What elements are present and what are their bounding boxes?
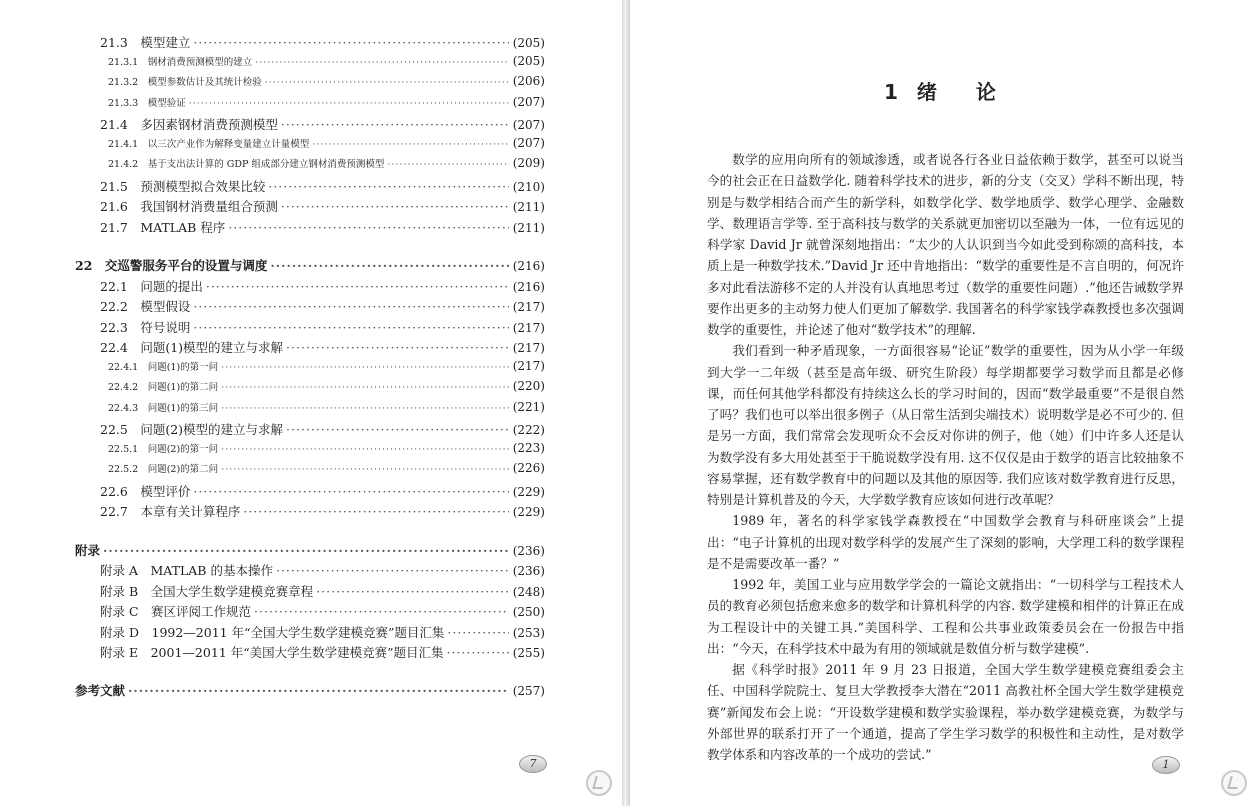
toc-entry[interactable] bbox=[75, 623, 545, 644]
toc-entry-label: 21.3.2 模型参数估计及其统计检验 bbox=[108, 77, 262, 88]
toc-entry-label: 22 交巡警服务平台的设置与调度 bbox=[75, 258, 268, 273]
toc-entry[interactable] bbox=[75, 461, 545, 482]
toc-entry-page: (206) bbox=[512, 74, 545, 88]
chapter-number: 1 bbox=[884, 80, 899, 104]
toc-entry-page: (210) bbox=[512, 179, 545, 194]
toc-entry-label: 21.3 模型建立 bbox=[100, 35, 191, 50]
toc-entry[interactable] bbox=[75, 441, 545, 462]
toc-leader-dots bbox=[189, 98, 509, 109]
toc-leader-dots bbox=[228, 220, 508, 235]
toc-entry-page: (217) bbox=[512, 300, 545, 314]
toc-entry[interactable] bbox=[75, 561, 545, 582]
toc-entry-label: 附录 A MATLAB 的基本操作 bbox=[100, 563, 273, 578]
toc-leader-dots bbox=[270, 258, 508, 273]
toc-entry[interactable] bbox=[75, 502, 545, 523]
toc-leader-dots bbox=[221, 362, 509, 373]
toc-entry-page: (220) bbox=[512, 379, 545, 393]
toc-entry-page: (257) bbox=[512, 683, 545, 698]
toc-spacer bbox=[75, 664, 545, 681]
toc-entry[interactable] bbox=[75, 359, 545, 380]
page-number-badge: 7 bbox=[519, 755, 547, 773]
toc-entry[interactable] bbox=[75, 156, 545, 177]
toc-entry[interactable] bbox=[75, 33, 545, 54]
toc-entry[interactable] bbox=[75, 256, 545, 277]
page-turn-icon[interactable] bbox=[586, 770, 612, 796]
toc-leader-dots bbox=[268, 179, 508, 194]
toc-entry-page: (205) bbox=[512, 36, 545, 50]
toc-entry-page: (207) bbox=[512, 94, 545, 109]
toc-entry[interactable] bbox=[75, 318, 545, 339]
toc-entry[interactable] bbox=[75, 54, 545, 75]
toc-entry[interactable] bbox=[75, 197, 545, 218]
toc-entry-label: 21.3.3 模型验证 bbox=[108, 97, 186, 109]
toc-leader-dots bbox=[193, 35, 508, 50]
left-page bbox=[0, 0, 622, 806]
toc-entry-label: 21.4 多因素钢材消费预测模型 bbox=[100, 117, 278, 132]
toc-entry-label: 附录 bbox=[75, 542, 101, 558]
toc-leader-dots bbox=[387, 159, 508, 170]
toc-leader-dots bbox=[286, 340, 509, 355]
toc-leader-dots bbox=[128, 683, 509, 698]
toc-entry-label: 附录 E 2001—2011 年“美国大学生数学建模竞赛”题目汇集 bbox=[100, 645, 444, 660]
toc-leader-dots bbox=[193, 320, 508, 335]
toc-entry-page: (207) bbox=[512, 135, 545, 150]
toc-entry[interactable] bbox=[75, 74, 545, 95]
toc-leader-dots bbox=[221, 382, 509, 393]
toc-entry-page: (211) bbox=[512, 200, 545, 214]
toc-entry-label: 参考文献 bbox=[75, 682, 126, 698]
paragraph: 1989 年，著名的科学家钱学森教授在“中国数学会教育与科研座谈会”上提出：“电子计算机的出现对数学科学的发展产生了深刻的影响，大学理工科的数学课程是不是需要改革一番？” bbox=[707, 513, 1184, 571]
toc-entry-page: (209) bbox=[512, 156, 545, 170]
paragraph: 数学的应用向所有的领域渗透，或者说各行各业日益依赖于数学，甚至可以说当今的社会正在日益数学化. 随着科学技术的进步，新的分支（交叉）学科不断出现，特别是与数学相结合而产生的新学科，如数学化学、数学地质学、数学心理学、金融数学、数理语言学等. 至于高科技与数学的关系就更加密切以至融为一体，一位有远见的科学家 David Jr 就曾深刻地指出：“太少的人认识到当今如此受到称颂的高科技，本质上是一种数学技术.”David Jr 还中肯地指出：“数学的重要性是不言自明的，何况许多对此看法游移不定的人并没有认真地思考过（数学的重要性问题）.”他还告诫数学界要作出更多的主动努力使人们更加了解数学. 我国著名的科学家钱学森教授也多次强调数学的重要性，并论述了他对“数学技术”的理解. bbox=[707, 152, 1184, 337]
toc-entry[interactable] bbox=[75, 297, 545, 318]
toc-leader-dots bbox=[254, 604, 509, 619]
toc-leader-dots bbox=[255, 57, 509, 68]
toc-entry-page: (236) bbox=[512, 564, 545, 578]
toc-entry-page: (229) bbox=[512, 505, 545, 519]
book-gutter bbox=[622, 0, 630, 806]
toc-entry-label: 22.5.2 问题(2)的第二问 bbox=[108, 464, 219, 475]
toc-entry-label: 22.6 模型评价 bbox=[100, 483, 191, 499]
toc-entry-label: 21.4.2 基于支出法计算的 GDP 组成部分建立钢材消费预测模型 bbox=[108, 159, 385, 170]
toc-entry[interactable] bbox=[75, 218, 545, 239]
toc-entry-page: (229) bbox=[512, 484, 545, 499]
toc-leader-dots bbox=[312, 139, 509, 150]
toc-spacer bbox=[75, 238, 545, 256]
chapter-title-char-1: 绪 bbox=[916, 80, 938, 104]
toc-leader-dots bbox=[193, 484, 508, 499]
toc-entry-label: 21.5 预测模型拟合效果比较 bbox=[100, 178, 266, 194]
toc-entry-label: 22.3 符号说明 bbox=[100, 319, 191, 335]
toc-entry-page: (217) bbox=[512, 358, 545, 373]
toc-entry[interactable] bbox=[75, 177, 545, 198]
toc-entry-page: (253) bbox=[512, 625, 545, 640]
chapter-body bbox=[707, 149, 1184, 765]
page-turn-icon[interactable] bbox=[1221, 770, 1247, 796]
toc-leader-dots bbox=[281, 199, 509, 214]
toc-leader-dots bbox=[221, 464, 509, 475]
toc-entry[interactable] bbox=[75, 277, 545, 298]
toc-entry-label: 22.2 模型假设 bbox=[100, 299, 191, 314]
page-number-badge: 1 bbox=[1152, 756, 1180, 774]
toc-leader-dots bbox=[446, 645, 508, 660]
toc-entry-label: 附录 D 1992—2011 年“全国大学生数学建模竞赛”题目汇集 bbox=[100, 624, 445, 640]
toc-entry-page: (217) bbox=[512, 320, 545, 335]
toc-leader-dots bbox=[265, 77, 509, 88]
toc-entry-label: 21.4.1 以三次产业作为解释变量建立计量模型 bbox=[108, 138, 310, 150]
toc-entry[interactable] bbox=[75, 136, 545, 157]
toc-entry-page: (216) bbox=[512, 279, 545, 294]
toc-entry[interactable] bbox=[75, 681, 545, 702]
paragraph: 我们看到一种矛盾现象，一方面很容易“论证”数学的重要性，因为从小学一年级到大学一二年级（甚至是高年级、研究生阶段）每学期都要学习数学而且都是必修课，而任何其他学科都没有持续这么长的学习时间的，因而“数学最重要”不是很自然了吗？我们也可以举出很多例子（从日常生活到尖端技术）说明数学是必不可少的. 但是另一方面，我们常常会发现听众不会反对你讲的例子，他（她）们中许多人还是认为数学没有多大用处甚至于干脆说数学没有用. 这不仅仅是由于数学的语言比较抽象不容易掌握，还有数学教育中的问题以及其他的原因等. 我们应该对数学教育进行反思，特别是计算机普及的今天，大学数学教育应该如何进行改革呢？ bbox=[707, 343, 1184, 507]
toc-entry-label: 22.4 问题(1)模型的建立与求解 bbox=[100, 340, 284, 355]
toc-entry[interactable] bbox=[75, 400, 545, 421]
chapter-title-char-2: 论 bbox=[975, 80, 997, 104]
paragraph: 1992 年，美国工业与应用数学学会的一篇论文就指出：“一切科学与工程技术人员的教育必须包括愈来愈多的数学和计算机科学的内容. 数学建模和相伴的计算正在成为工程设计中的关键工具.”美国科学、工程和公共事业政策委员会在一份报告中指出：“今天，在科学技术中最为有用的领域就是数值分析与数学建模”. bbox=[707, 577, 1184, 656]
toc-spacer bbox=[75, 523, 545, 541]
toc-entry-page: (255) bbox=[512, 646, 545, 660]
toc-entry-page: (205) bbox=[512, 53, 545, 68]
toc-entry-label: 22.4.2 问题(1)的第二问 bbox=[108, 382, 219, 393]
toc-leader-dots bbox=[281, 117, 509, 132]
toc-leader-dots bbox=[276, 563, 509, 578]
toc-entry-label: 22.7 本章有关计算程序 bbox=[100, 504, 241, 519]
toc-entry-page: (221) bbox=[512, 399, 545, 414]
toc-entry-label: 22.5 问题(2)模型的建立与求解 bbox=[100, 422, 284, 437]
toc-entry-page: (217) bbox=[512, 341, 545, 355]
toc-entry[interactable] bbox=[75, 643, 545, 664]
toc-entry[interactable] bbox=[75, 338, 545, 359]
toc-entry[interactable] bbox=[75, 482, 545, 503]
toc-entry-page: (236) bbox=[512, 543, 545, 558]
toc-entry-page: (222) bbox=[512, 423, 545, 437]
toc-entry-label: 22.1 问题的提出 bbox=[100, 278, 203, 294]
toc-leader-dots bbox=[206, 279, 509, 294]
toc-entry-label: 21.6 我国钢材消费量组合预测 bbox=[100, 199, 278, 214]
paragraph: 据《科学时报》2011 年 9 月 23 日报道，全国大学生数学建模竞赛组委会主任、中国科学院院士、复旦大学教授李大潜在“2011 高教社杯全国大学生数学建模竞赛”新闻发布会上说：“开设数学建模和数学实验课程，举办数学建模竞赛，为数学与外部世界的联系打开了一个通道，提高了学生学习数学的积极性和主动性，是对数学教学体系和内容改革的一个成功的尝试.” bbox=[707, 662, 1184, 762]
toc-leader-dots bbox=[243, 504, 508, 519]
toc-entry-page: (226) bbox=[512, 461, 545, 475]
toc-leader-dots bbox=[221, 444, 509, 455]
toc-leader-dots bbox=[316, 584, 509, 599]
toc-entry-label: 21.7 MATLAB 程序 bbox=[100, 219, 226, 235]
toc-leader-dots bbox=[286, 422, 509, 437]
toc-entry[interactable] bbox=[75, 115, 545, 136]
toc-entry-page: (216) bbox=[512, 259, 545, 273]
toc-entry-label: 附录 C 赛区评阅工作规范 bbox=[100, 604, 252, 619]
toc-entry-page: (248) bbox=[512, 584, 545, 599]
toc-entry-page: (250) bbox=[512, 605, 545, 619]
toc-entry-page: (223) bbox=[512, 440, 545, 455]
toc-entry[interactable] bbox=[75, 582, 545, 603]
toc-entry[interactable] bbox=[75, 541, 545, 562]
toc-entry[interactable] bbox=[75, 420, 545, 441]
toc-entry-page: (207) bbox=[512, 118, 545, 132]
toc-entry-page: (211) bbox=[512, 220, 545, 235]
toc-leader-dots bbox=[221, 403, 509, 414]
toc-leader-dots bbox=[193, 299, 508, 314]
toc-entry[interactable] bbox=[75, 602, 545, 623]
toc-entry[interactable] bbox=[75, 379, 545, 400]
toc-entry-label: 附录 B 全国大学生数学建模竞赛章程 bbox=[100, 583, 314, 599]
toc-entry[interactable] bbox=[75, 95, 545, 116]
toc-entry-label: 22.4.1 问题(1)的第一问 bbox=[108, 361, 219, 373]
toc-entry-label: 22.4.3 问题(1)的第三问 bbox=[108, 402, 219, 414]
right-page bbox=[630, 0, 1253, 806]
chapter-title bbox=[884, 76, 997, 105]
table-of-contents bbox=[75, 33, 545, 701]
toc-leader-dots bbox=[447, 625, 508, 640]
toc-entry-label: 22.5.1 问题(2)的第一问 bbox=[108, 443, 219, 455]
toc-entry-label: 21.3.1 钢材消费预测模型的建立 bbox=[108, 56, 253, 68]
toc-leader-dots bbox=[103, 543, 509, 558]
